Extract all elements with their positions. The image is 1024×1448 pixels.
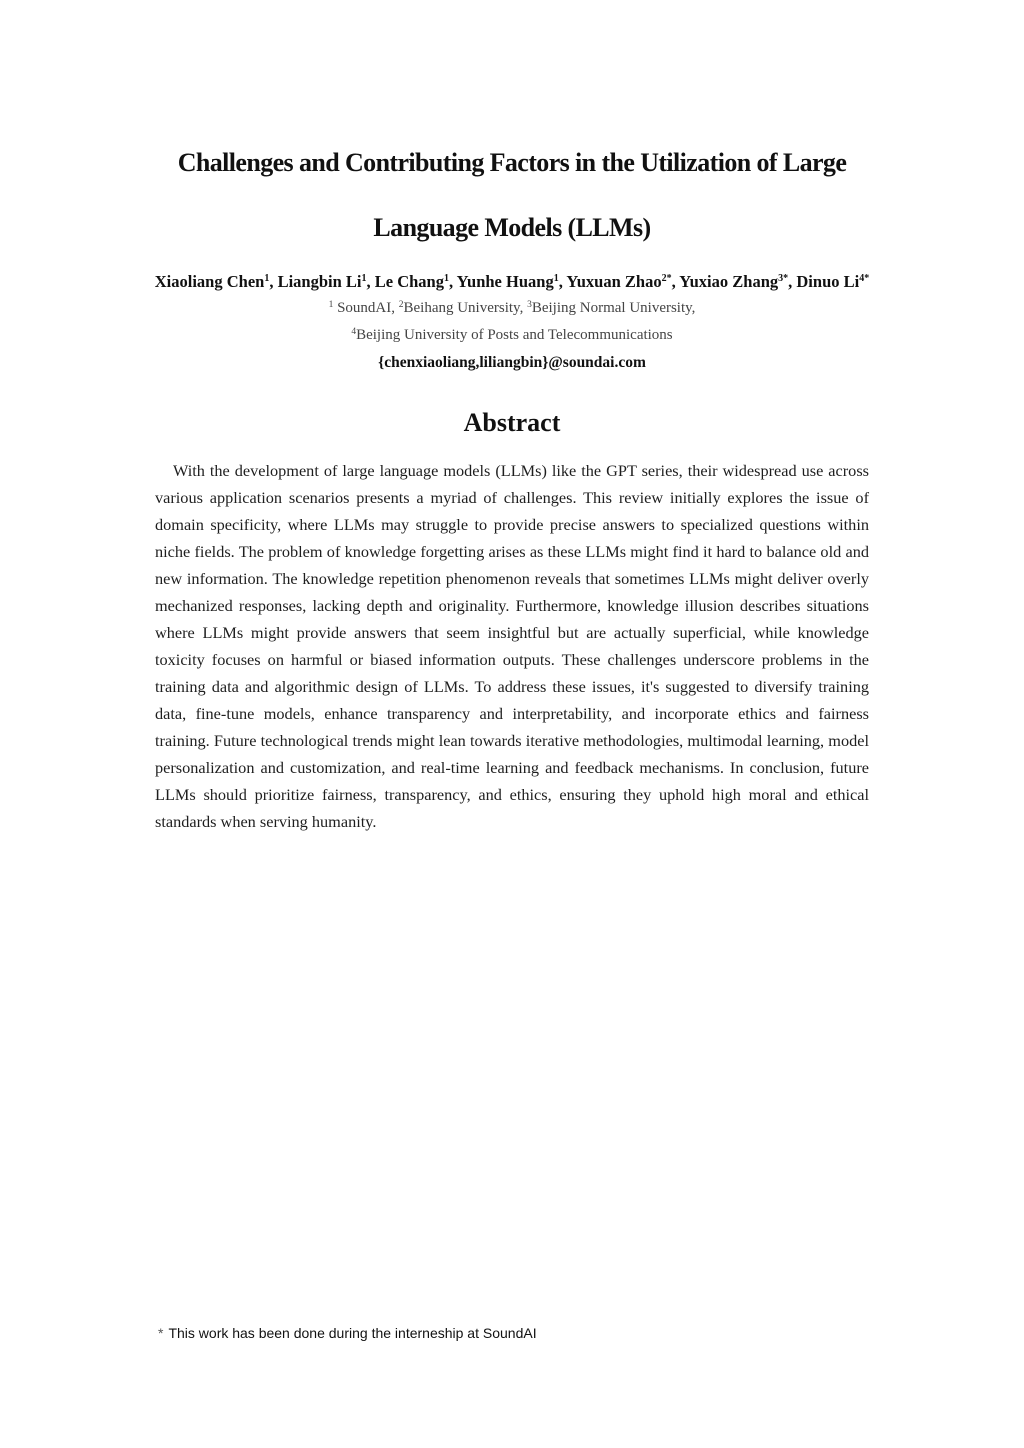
affiliation-mark: 2 — [398, 300, 404, 310]
author-affiliation-mark: 2* — [661, 273, 672, 284]
footnote — [158, 1325, 537, 1341]
author-name: Yuxiao Zhang — [679, 272, 779, 291]
affiliations-line-2 — [100, 327, 924, 344]
abstract-heading: Abstract — [463, 408, 561, 437]
affiliation-bnu: Beijing Normal University, — [531, 300, 696, 316]
affiliation-bupt: Beijing University of Posts and Telecommunications — [356, 327, 673, 343]
author-affiliation-mark: 1 — [264, 273, 270, 284]
author-list: Xiaoliang Chen$^1$, Liangbin Li$^1$, Le Chang$^1$, Yunhe Huang$^1$, Yuxuan Zhao$^{2*}$, Yuxiao Zhang$^{3*}$, Dinuo $Li^{4*}$ — [154, 272, 870, 291]
affiliation-beihang: Beihang University, — [403, 300, 524, 316]
author-affiliation-mark: 1 — [443, 273, 449, 284]
author-affiliation-mark: 4* — [859, 273, 870, 284]
affiliation-mark: 1 — [328, 300, 334, 310]
author-name: Yunhe Huang — [456, 272, 554, 291]
paper-title-line-1: Challenges and Contributing Factors in the Utilization of Large — [177, 148, 847, 177]
footnote-text: This work has been done during the interneship at SoundAI — [168, 1325, 537, 1341]
paper-title-line-2: Language Models (LLMs) — [373, 213, 651, 242]
affiliation-mark: 3 — [527, 300, 532, 310]
author-name: Yuxuan Zhao — [566, 272, 662, 291]
affiliation-soundai: SoundAI, — [337, 300, 395, 316]
author-affiliation-mark: 1 — [553, 273, 559, 284]
author-affiliation-mark: 3* — [778, 273, 789, 284]
author-name: Dinuo Li — [796, 272, 860, 291]
affiliation-mark: 4 — [351, 327, 357, 337]
author-name: Liangbin Li — [277, 272, 362, 291]
affiliations-line-1 — [100, 300, 924, 317]
contact-email: {chenxiaoliang,liliangbin}@soundai.com — [378, 354, 646, 371]
footnote-mark: * — [158, 1325, 164, 1341]
abstract-body: With the development of large language models (LLMs) like the GPT series, their widespread use across various application scenarios presents a myriad of challenges. This review initially explores the issue of domain specificity, where LLMs may struggle to provide precise answers to specialized questions within niche fields. The problem of knowledge forgetting arises as these LLMs might find it hard to balance old and new information. The knowledge repetition phenomenon reveals that sometimes LLMs might deliver overly mechanized responses, lacking depth and originality. Furthermore, knowledge illusion describes situations where LLMs might provide answers that seem insightful but are actually superficial, while knowledge toxicity focuses on harmful or biased information outputs. These challenges underscore problems in the training data and algorithmic design of LLMs. To address these issues, it's suggested to diversify training data, fine-tune models, enhance transparency and interpretability, and incorporate ethics and fairness training. Future technological trends might lean towards iterative methodologies, multimodal learning, model personalization and customization, and real-time learning and feedback mechanisms. In conclusion, future LLMs should prioritize fairness, transparency, and ethics, ensuring they uphold high moral and ethical standards when serving humanity. — [155, 461, 869, 831]
author-affiliation-mark: 1 — [361, 273, 367, 284]
author-name: Xiaoliang Chen — [154, 272, 265, 291]
author-name: Le Chang — [374, 272, 444, 291]
